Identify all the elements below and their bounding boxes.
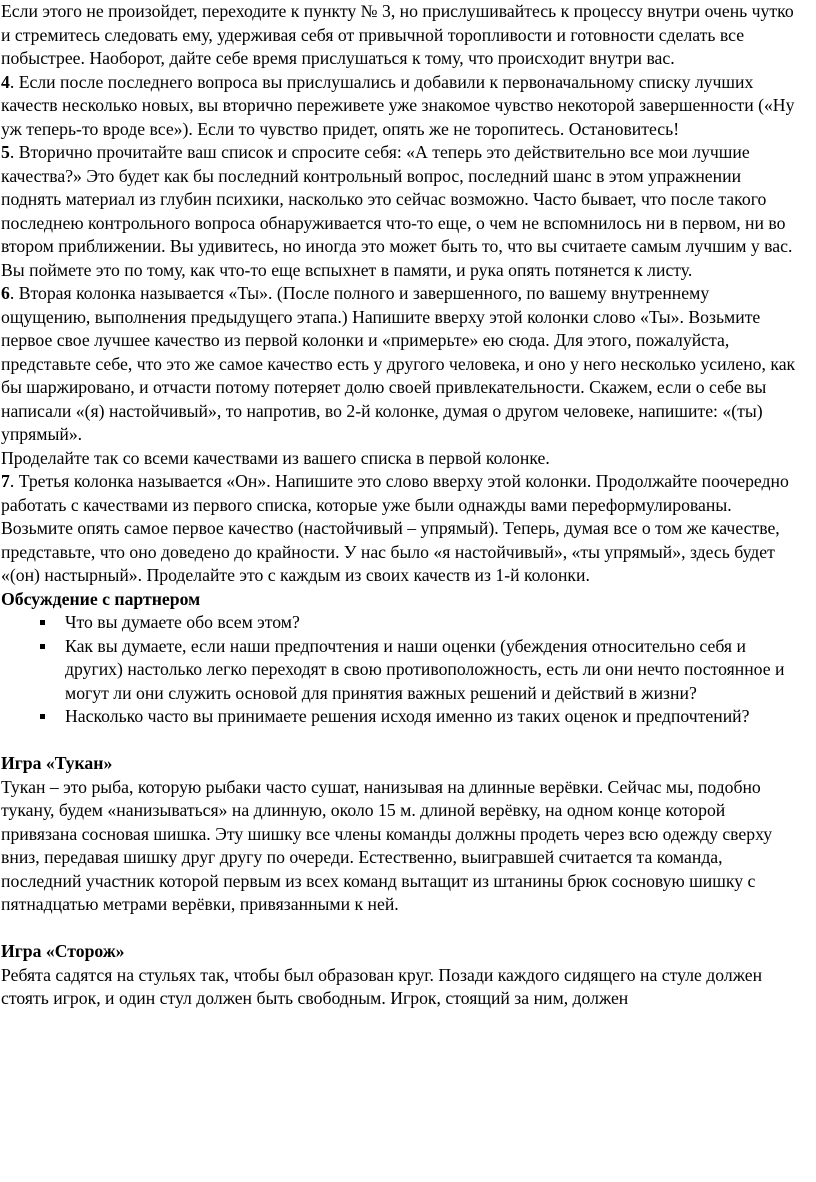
step-6-number: 6: [1, 283, 10, 303]
game-toucan-heading: Игра «Тукан»: [1, 753, 113, 773]
step-6-text: . Вторая колонка называется «Ты». (После полного и завершенного, по вашему внутреннему ощущению, выполнения предыдущего этапа.) Напишите вверху этой колонки слово «Ты». Возьмите первое свое лучшее качество из первой колонки и «примерьте» ею сюда. Для этого, пожалуйста, представьте себе, что это же самое качество есть у другого человека, и оно у него несколько усилено, как бы шаржировано, и отчасти потому потеряет долю своей привлекательности. Скажем, если о себе вы написали «(я) настойчивый», то напротив, во 2-й колонке, думая о другом человеке, напишите: «(ты) упрямый».: [1, 283, 796, 444]
game-toucan-text: Тукан – это рыба, которую рыбаки часто сушат, нанизывая на длинные верёвки. Сейчас мы, подобно тукану, будем «нанизываться» на длинную, около 15 м. длиной верёвку, на одном конце которой привязана сосновая шишка. Эту шишку все члены команды должны продеть через всю одежду сверху вниз, передавая шишку друг другу по очереди. Естественно, выигравшей считается та команда, последний участник которой первым из всех команд вытащит из штанины брюк сосновую шишку с пятнадцатью метрами верёвки, привязанными к ней.: [1, 776, 773, 914]
intro-paragraph: Если этого не произойдет, переходите к пункту № 3, но прислушивайтесь к процессу внутри очень чутко и стремитесь следовать ему, удерживая себя от привычной торопливости и готовности сделать все побыстрее. Наоборот, дайте себе время прислушаться к тому, что происходит внутри вас.: [1, 1, 794, 68]
step-7-text: . Третья колонка называется «Он». Напишите это слово вверху этой колонки. Продолжайте поочередно работать с качествами из первого списка, которые уже были однажды вами переформулированы. Возьмите опять самое первое качество (настойчивый – упрямый). Теперь, думая все о том же качестве, представьте, что оно доведено до крайности. У нас было «я настойчивый», «ты упрямый», здесь будет «(он) настырный». Проделайте это с каждым из своих качеств из 1-й колонки.: [1, 471, 789, 585]
list-item: Что вы думаете обо всем этом?: [1, 611, 802, 635]
step-4-text: . Если после последнего вопроса вы прислушались и добавили к первоначальному списку лучших качеств несколько новых, вы вторично переживете уже знакомое чувство некоторой завершенности («Ну уж теперь-то вроде все»). Если то чувство придет, опять же не торопитесь. Остановитесь!: [1, 71, 795, 139]
step-7-paragraph: [1, 470, 802, 588]
step-6-paragraph: [1, 282, 802, 447]
game-guard-text: Ребята садятся на стульях так, чтобы был образован круг. Позади каждого сидящего на стуле должен стоять игрок, и один стул должен быть свободным. Игрок, стоящий за ним, должен: [1, 964, 763, 1008]
step-5-paragraph: [1, 141, 802, 282]
discussion-heading: Обсуждение с партнером: [1, 588, 201, 609]
spacer: [1, 917, 802, 941]
spacer: [1, 729, 802, 753]
list-item: Как вы думаете, если наши предпочтения и наши оценки (убеждения относительно себя и других) настолько легко переходят в свою противоположность, есть ли они нечто постоянное и могут ли они служить основой для принятия важных решений и действий в жизни?: [1, 635, 802, 706]
list-item: Насколько часто вы принимаете решения исходя именно из таких оценок и предпочтений?: [1, 705, 802, 729]
step-4-number: 4: [1, 71, 10, 92]
step-7-number: 7: [1, 471, 10, 491]
discussion-list: [1, 611, 802, 729]
game-guard-heading: Игра «Сторож»: [1, 941, 125, 961]
step-5-number: 5: [1, 142, 10, 162]
step-6-extra-paragraph: Проделайте так со всеми качествами из вашего списка в первой колонке.: [1, 447, 550, 468]
step-4-paragraph: [1, 71, 802, 142]
step-5-text: . Вторично прочитайте ваш список и спросите себя: «А теперь это действительно все мои лучшие качества?» Это будет как бы последний контрольный вопрос, последний шанс в этом упражнении поднять материал из глубин психики, насколько это сейчас возможно. Часто бывает, что после такого последнею контрольного вопроса обнаруживается что-то еще, о чем не вспомнилось ни в первом, ни во втором приближении. Вы удивитесь, но иногда это может быть то, что вы считаете самым лучшим у вас. Вы поймете это по тому, как что-то еще вспыхнет в памяти, и рука опять потянется к листу.: [1, 142, 793, 280]
